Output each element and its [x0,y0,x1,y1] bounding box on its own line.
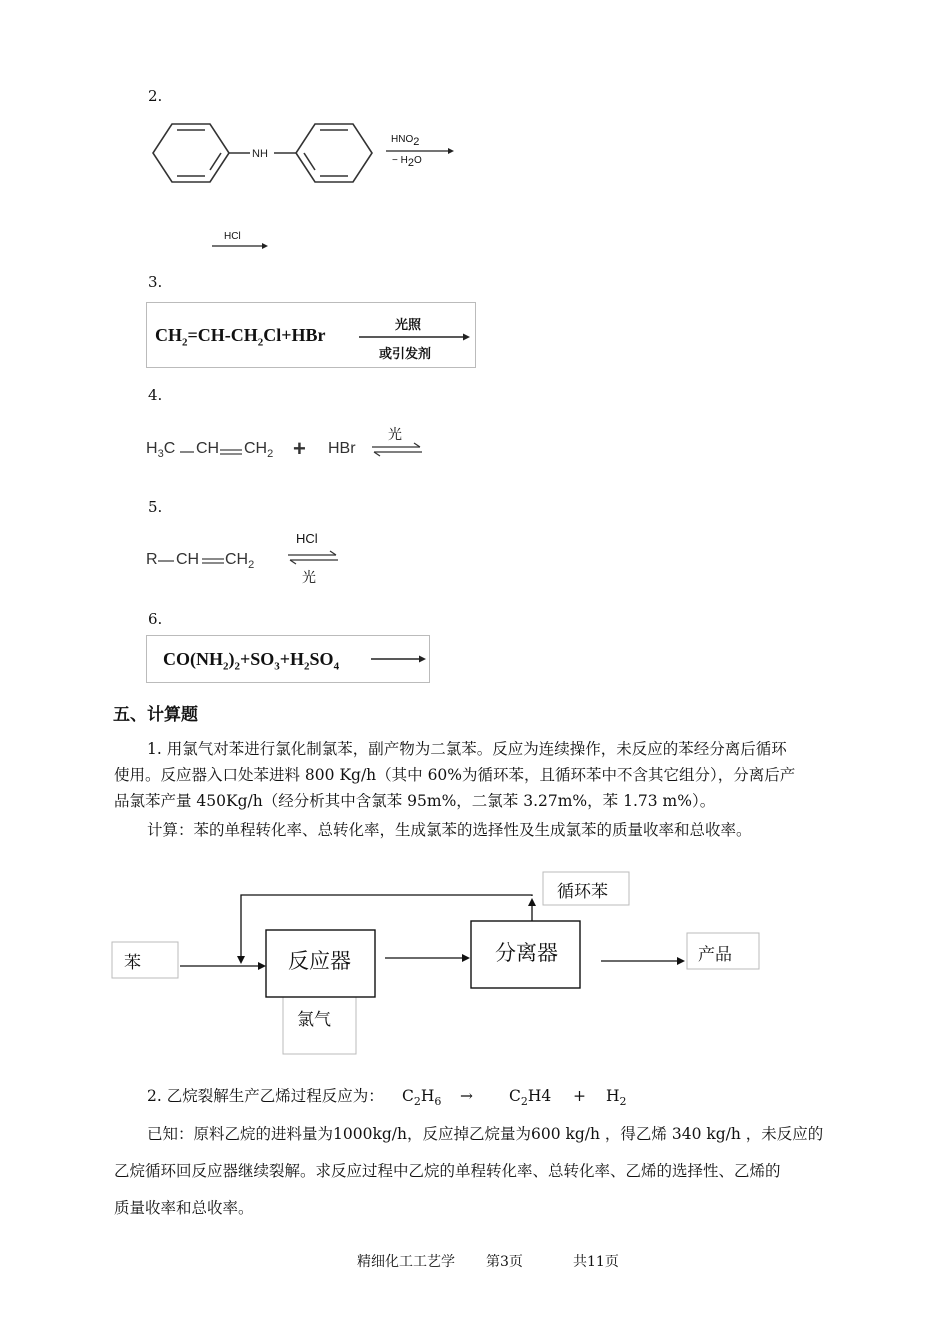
q2-h2-sub: 2 [619,1095,627,1109]
rxn3-cond-top: 光照 [395,318,422,333]
rxn4-plus: + [293,436,306,461]
q2-plus: + [573,1087,586,1105]
rxn2-hcl-arrow [212,241,272,251]
diagram-chlorine-label: 氯气 [297,1010,331,1030]
footer-course: 精细化工工艺学 [357,1254,455,1270]
rxn5-hcl: HCl [296,531,318,546]
rxn6-sub3: 3 [274,660,280,673]
q1-line3: 品氯苯产量 450Kg/h（经分析其中含氯苯 95m%，二氯苯 3.27m%，苯 1.73 m%）。 [114,792,716,810]
rxn6-part3: +SO [240,649,275,669]
item-number-2: 2. [148,87,163,105]
q2-c-sub: 2 [413,1095,421,1109]
rxn6-box [146,635,430,683]
rxn4-ch2 [244,440,273,460]
recycle-up-arrowhead [528,898,536,906]
rxn6-equation [163,649,339,673]
diagram-reactor-label: 反应器 [288,949,351,973]
rxn4-c: C [163,440,176,457]
rxn4-ch: CH [196,440,220,457]
item-number-6: 6. [148,610,163,628]
feed-arrowhead [258,962,266,970]
q2-hydrogen [606,1083,627,1115]
rxn4-ch2-sub: 2 [267,448,274,461]
rxn2-reagent-bottom [392,155,422,169]
reagent-hno: HNO [391,134,414,145]
q2-h: H [420,1087,435,1105]
item-number-3: 3. [148,273,163,291]
reagent-minus-h: − H [392,155,408,166]
q1-line1: 1. 用氯气对苯进行氯化制氯苯，副产物为二氯苯。反应为连续操作，未反应的苯经分离后循环 [147,740,787,758]
rxn3-sub2: 2 [257,336,264,349]
q2-line3: 质量收率和总收率。 [114,1199,254,1217]
rxn6-arrow [371,654,427,664]
rxn3-sub1: 2 [182,336,188,349]
reagent-hno-sub: 2 [413,136,420,148]
q2-p-c-sub: 2 [520,1095,528,1109]
rxn4-ch2-text: CH [244,440,268,457]
reagent-o: O [413,155,422,166]
q2-ethylene [509,1083,551,1115]
rxn3-ch: CH [155,325,182,345]
q2-line1: 已知：原料乙烷的进料量为1000kg/h，反应掉乙烷量为600 kg/h ，得乙烯 340 kg/h ，未反应的 [147,1125,824,1143]
process-flow-diagram [0,860,950,1070]
q2-arrow: → [460,1087,473,1105]
q2-p-h4: H4 [527,1087,552,1105]
rxn3-cl-hbr: Cl+HBr [263,325,326,345]
q2-p-c: C [509,1087,521,1105]
section-heading: 五、计算题 [113,705,198,725]
recycle-down-arrowhead [237,956,245,964]
diagram-separator-label: 分离器 [495,941,558,965]
q2-intro: 2. 乙烷裂解生产乙烯过程反应为： [147,1087,384,1105]
rxn6-sub5: 4 [333,660,340,673]
q2-h2: H [606,1087,620,1105]
item-number-4: 4. [148,386,163,404]
rxn4-light: 光 [388,427,402,443]
nh-label: NH [252,148,268,160]
reagent-h-sub: 2 [407,157,414,169]
footer-total: 共11页 [573,1254,619,1270]
item-number-5: 5. [148,498,163,516]
rxn6-part1: CO(NH [163,649,223,669]
rxn4-h-sub: 3 [157,448,164,461]
rxn6-sub2: 2 [234,660,240,673]
q2-line2: 乙烷循环回反应器继续裂解。求反应过程中乙烷的单程转化率、总转化率、乙烯的选择性、乙烯的 [114,1162,781,1180]
rxn3-box [146,302,476,368]
rxn6-part2: ) [228,649,235,669]
rxn5-ch2 [225,551,254,571]
diagram-benzene-label: 苯 [124,953,141,973]
rxn5-equilibrium-arrow [286,550,342,566]
rxn6-part5: SO [309,649,334,669]
rxn5-light: 光 [302,570,316,586]
rxn6-part4: +H [279,649,305,669]
rxn5-r: R [146,551,158,568]
benzene-box [112,942,178,978]
rxn3-arrow [359,332,471,342]
rxn5-ch2-sub: 2 [248,559,255,572]
rxn5-ch: CH [176,551,200,568]
rxn3-cond-bottom: 或引发剂 [379,347,432,362]
footer-page: 第3页 [486,1254,523,1270]
q1-line2: 使用。反应器入口处苯进料 800 Kg/h（其中 60%为循环苯，且循环苯中不含其它组分），分离后产 [114,766,796,784]
rxn4-h: H [146,440,158,457]
q2-reactant [402,1083,441,1115]
diagram-recycle-label: 循环苯 [557,882,608,902]
q2-h-sub: 6 [434,1095,442,1109]
rxn2-hcl: HCl [224,231,241,242]
diagram-product-label: 产品 [698,945,732,965]
rxn4-equilibrium-arrow [370,442,426,458]
reactor-separator-arrowhead [462,954,470,962]
rxn5-ch2-text: CH [225,551,249,568]
rxn3-equation [155,325,326,349]
q1-calc: 计算：苯的单程转化率、总转化率，生成氯苯的选择性及生成氯苯的质量收率和总收率。 [147,821,752,839]
rxn4-reactant [146,440,175,460]
product-arrowhead [677,957,685,965]
rxn3-ch-ch: =CH-CH [187,325,258,345]
rxn4-hbr: HBr [328,440,356,457]
q2-c: C [402,1087,414,1105]
rxn6-sub4: 2 [304,660,310,673]
rxn6-sub1: 2 [223,660,229,673]
